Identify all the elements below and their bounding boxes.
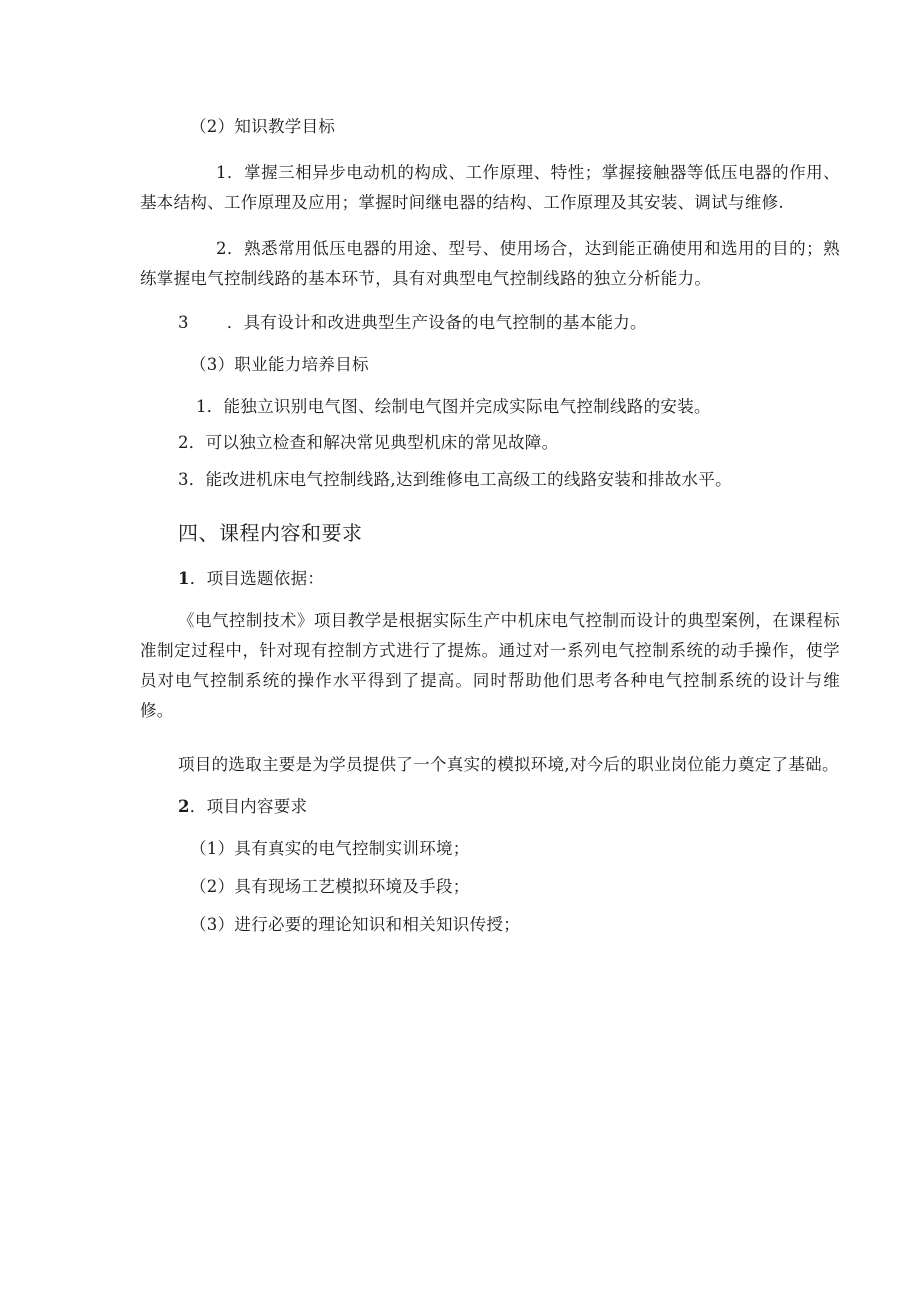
requirement-item-3: （3）进行必要的理论知识和相关知识传授； (190, 915, 520, 934)
vocational-goal-item-3: 3．能改进机床电气控制线路,达到维修电工高级工的线路安装和排故水平。 (178, 470, 732, 489)
subsection-label: ．项目选题依据： (189, 569, 325, 588)
requirement-item-2: （2）具有现场工艺模拟环境及手段； (190, 877, 470, 896)
item-text: ．掌握三相异步电动机的构成、工作原理、特性；掌握接触器等低压电器的作用、基本结构、工作原理及应用；掌握时间继电器的结构、工作原理及其安装、调试与维修. (140, 163, 840, 212)
knowledge-goal-item-2 (140, 234, 840, 294)
knowledge-goal-item-1 (140, 158, 840, 218)
subsection-1-paragraph-1: 《电气控制技术》项目教学是根据实际生产中机床电气控制而设计的典型案例，在课程标准制定过程中，针对现有控制方式进行了提炼。通过对一系列电气控制系统的动手操作，使学员对电气控制系统的操作水平得到了提高。同时帮助他们思考各种电气控制系统的设计与维修。 (140, 611, 840, 720)
item-number: 2 (216, 239, 227, 258)
item-text: ．熟悉常用低压电器的用途、型号、使用场合，达到能正确使用和选用的目的；熟练掌握电气控制线路的基本环节，具有对典型电气控制线路的独立分析能力。 (140, 239, 840, 288)
item-text: ．具有设计和改进典型生产设备的电气控制的基本能力。 (226, 313, 647, 332)
item-number: 1 (216, 163, 227, 182)
knowledge-goal-item-3 (178, 312, 647, 334)
subsection-number: 2 (178, 797, 190, 816)
vocational-goals-title: （3）职业能力培养目标 (190, 355, 369, 374)
subsection-1-title (178, 568, 324, 590)
knowledge-goals-title: （2）知识教学目标 (190, 117, 336, 136)
subsection-1-paragraph-2: 项目的选取主要是为学员提供了一个真实的模拟环境,对今后的职业岗位能力奠定了基础。 (178, 755, 839, 774)
vocational-goal-item-1: 1．能独立识别电气图、绘制电气图并完成实际电气控制线路的安装。 (196, 397, 711, 416)
item-number: 3 (178, 313, 189, 332)
section-heading: 四、课程内容和要求 (178, 521, 363, 545)
subsection-label: ．项目内容要求 (189, 797, 308, 816)
requirement-item-1: （1）具有真实的电气控制实训环境； (190, 839, 470, 858)
subsection-2-title (178, 796, 307, 818)
subsection-number: 1 (178, 569, 190, 588)
vocational-goal-item-2: 2．可以独立检查和解决常见典型机床的常见故障。 (178, 433, 559, 452)
